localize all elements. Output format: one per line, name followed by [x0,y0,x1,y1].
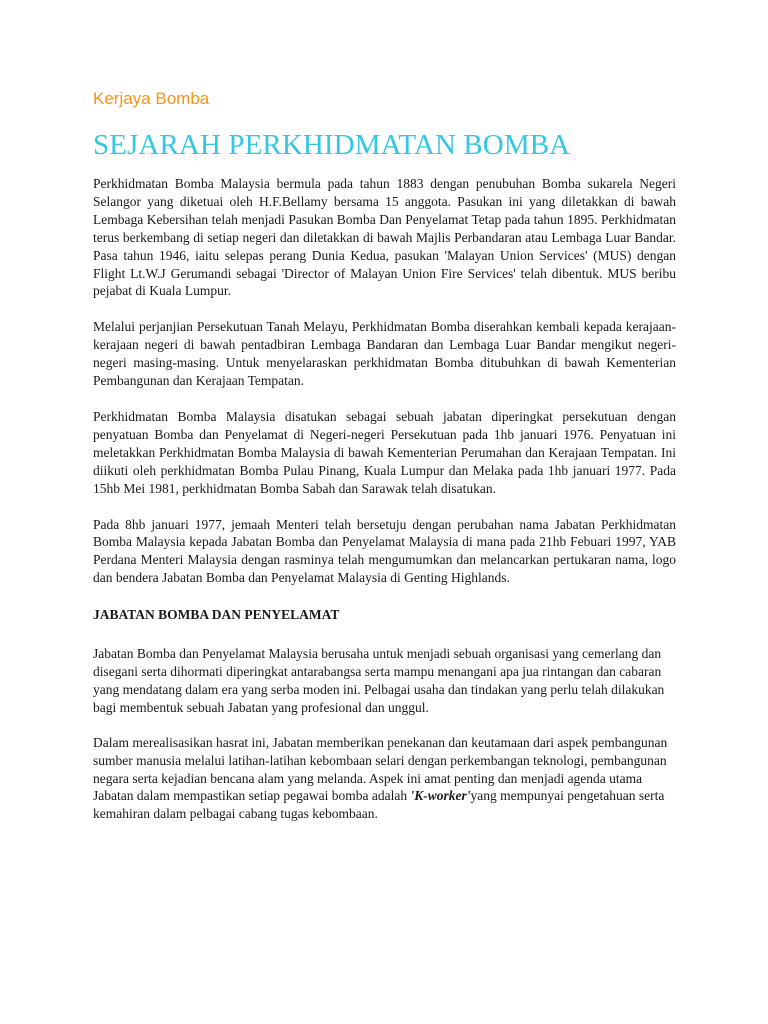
kicker-heading: Kerjaya Bomba [93,89,210,108]
paragraph-vision: Jabatan Bomba dan Penyelamat Malaysia berusaha untuk menjadi sebuah organisasi yang cemerlang dan disegani serta dihormati diperingkat antarabangsa serta mampu menangani apa jua rintangan dan cabaran yang mendatang dalam era yang serba moden ini. Pelbagai usaha dan tindakan yang perlu telah dilakukan bagi membentuk sebuah Jabatan yang profesional dan unggul. [93,646,665,715]
paragraph-text-end: yang mempunyai pengetahuan serta kemahiran dalam pelbagai cabang tugas kebombaan. [93,788,665,822]
document-page [93,88,676,823]
paragraph-human-resources [93,734,676,824]
paragraph-history-origin: Perkhidmatan Bomba Malaysia bermula pada tahun 1883 dengan penubuhan Bomba sukarela Negeri Selangor yang diketuai oleh H.F.Bellamy bersama 15 anggota. Pasukan ini yang diletakkan di bawah Lembaga Kebersihan telah menjadi Pasukan Bomba Dan Penyelamat Tetap pada tahun 1895. Perkhidmatan terus berkembang di setiap negeri dan diletakkan di bawah Majlis Perbandaran atau Lembaga Luar Bandar. Pasa tahun 1946, iaitu selepas perang Dunia Kedua, pasukan 'Malayan Union Services' (MUS) dengan Flight Lt.W.J Gerumandi sebagai 'Director of Malayan Union Fire Services' telah dibentuk. MUS beribu pejabat di Kuala Lumpur. [93,176,676,299]
page-title: SEJARAH PERKHIDMATAN BOMBA [93,129,571,161]
section-heading: JABATAN BOMBA DAN PENYELAMAT [93,607,340,623]
paragraph-unification: Perkhidmatan Bomba Malaysia disatukan sebagai sebuah jabatan diperingkat persekutuan dengan penyatuan Bomba dan Penyelamat di Negeri-negeri Persekutuan pada 1hb januari 1976. Penyatuan ini meletakkan Perkhidmatan Bomba Malaysia di bawah Kementerian Perumahan dan Kerajaan Tempatan. Ini diikuti oleh perkhidmatan Bomba Pulau Pinang, Kuala Lumpur dan Melaka pada 1hb januari 1977. Pada 15hb Mei 1981, perkhidmatan Bomba Sabah dan Sarawak telah disatukan. [93,408,676,496]
k-worker-emphasis: 'K-worker' [410,788,471,804]
paragraph-text-start: Dalam merealisasikan hasrat ini, Jabatan memberikan penekanan dan keutamaan dari aspek pembangunan sumber manusia melalui latihan-latihan kebombaan selari dengan perkembangan teknologi, pembangunan negara serta kejadian bencana alam yang melanda. Aspek ini amat penting dan menjadi agenda utama Jabatan dalam mempastikan setiap pegawai bomba adalah [93,734,668,804]
paragraph-name-change: Pada 8hb januari 1977, jemaah Menteri telah bersetuju dengan perubahan nama Jabatan Perkhidmatan Bomba Malaysia kepada Jabatan Bomba dan Penyelamat Malaysia di mana pada 21hb Febuari 1997, YAB Perdana Menteri Malaysia dengan rasminya telah mengumumkan dan melancarkan pertukaran nama, logo dan bendera Jabatan Bomba dan Penyelamat Malaysia di Genting Highlands. [93,516,676,586]
paragraph-federation: Melalui perjanjian Persekutuan Tanah Melayu, Perkhidmatan Bomba diserahkan kembali kepada kerajaan-kerajaan negeri di bawah pentadbiran Lembaga Bandaran dan Lembaga Luar Bandar mengikut negeri-negeri masing-masing. Untuk menyelaraskan perkhidmatan Bomba ditubuhkan di bawah Kementerian Pembangunan dan Kerajaan Tempatan. [93,319,676,389]
